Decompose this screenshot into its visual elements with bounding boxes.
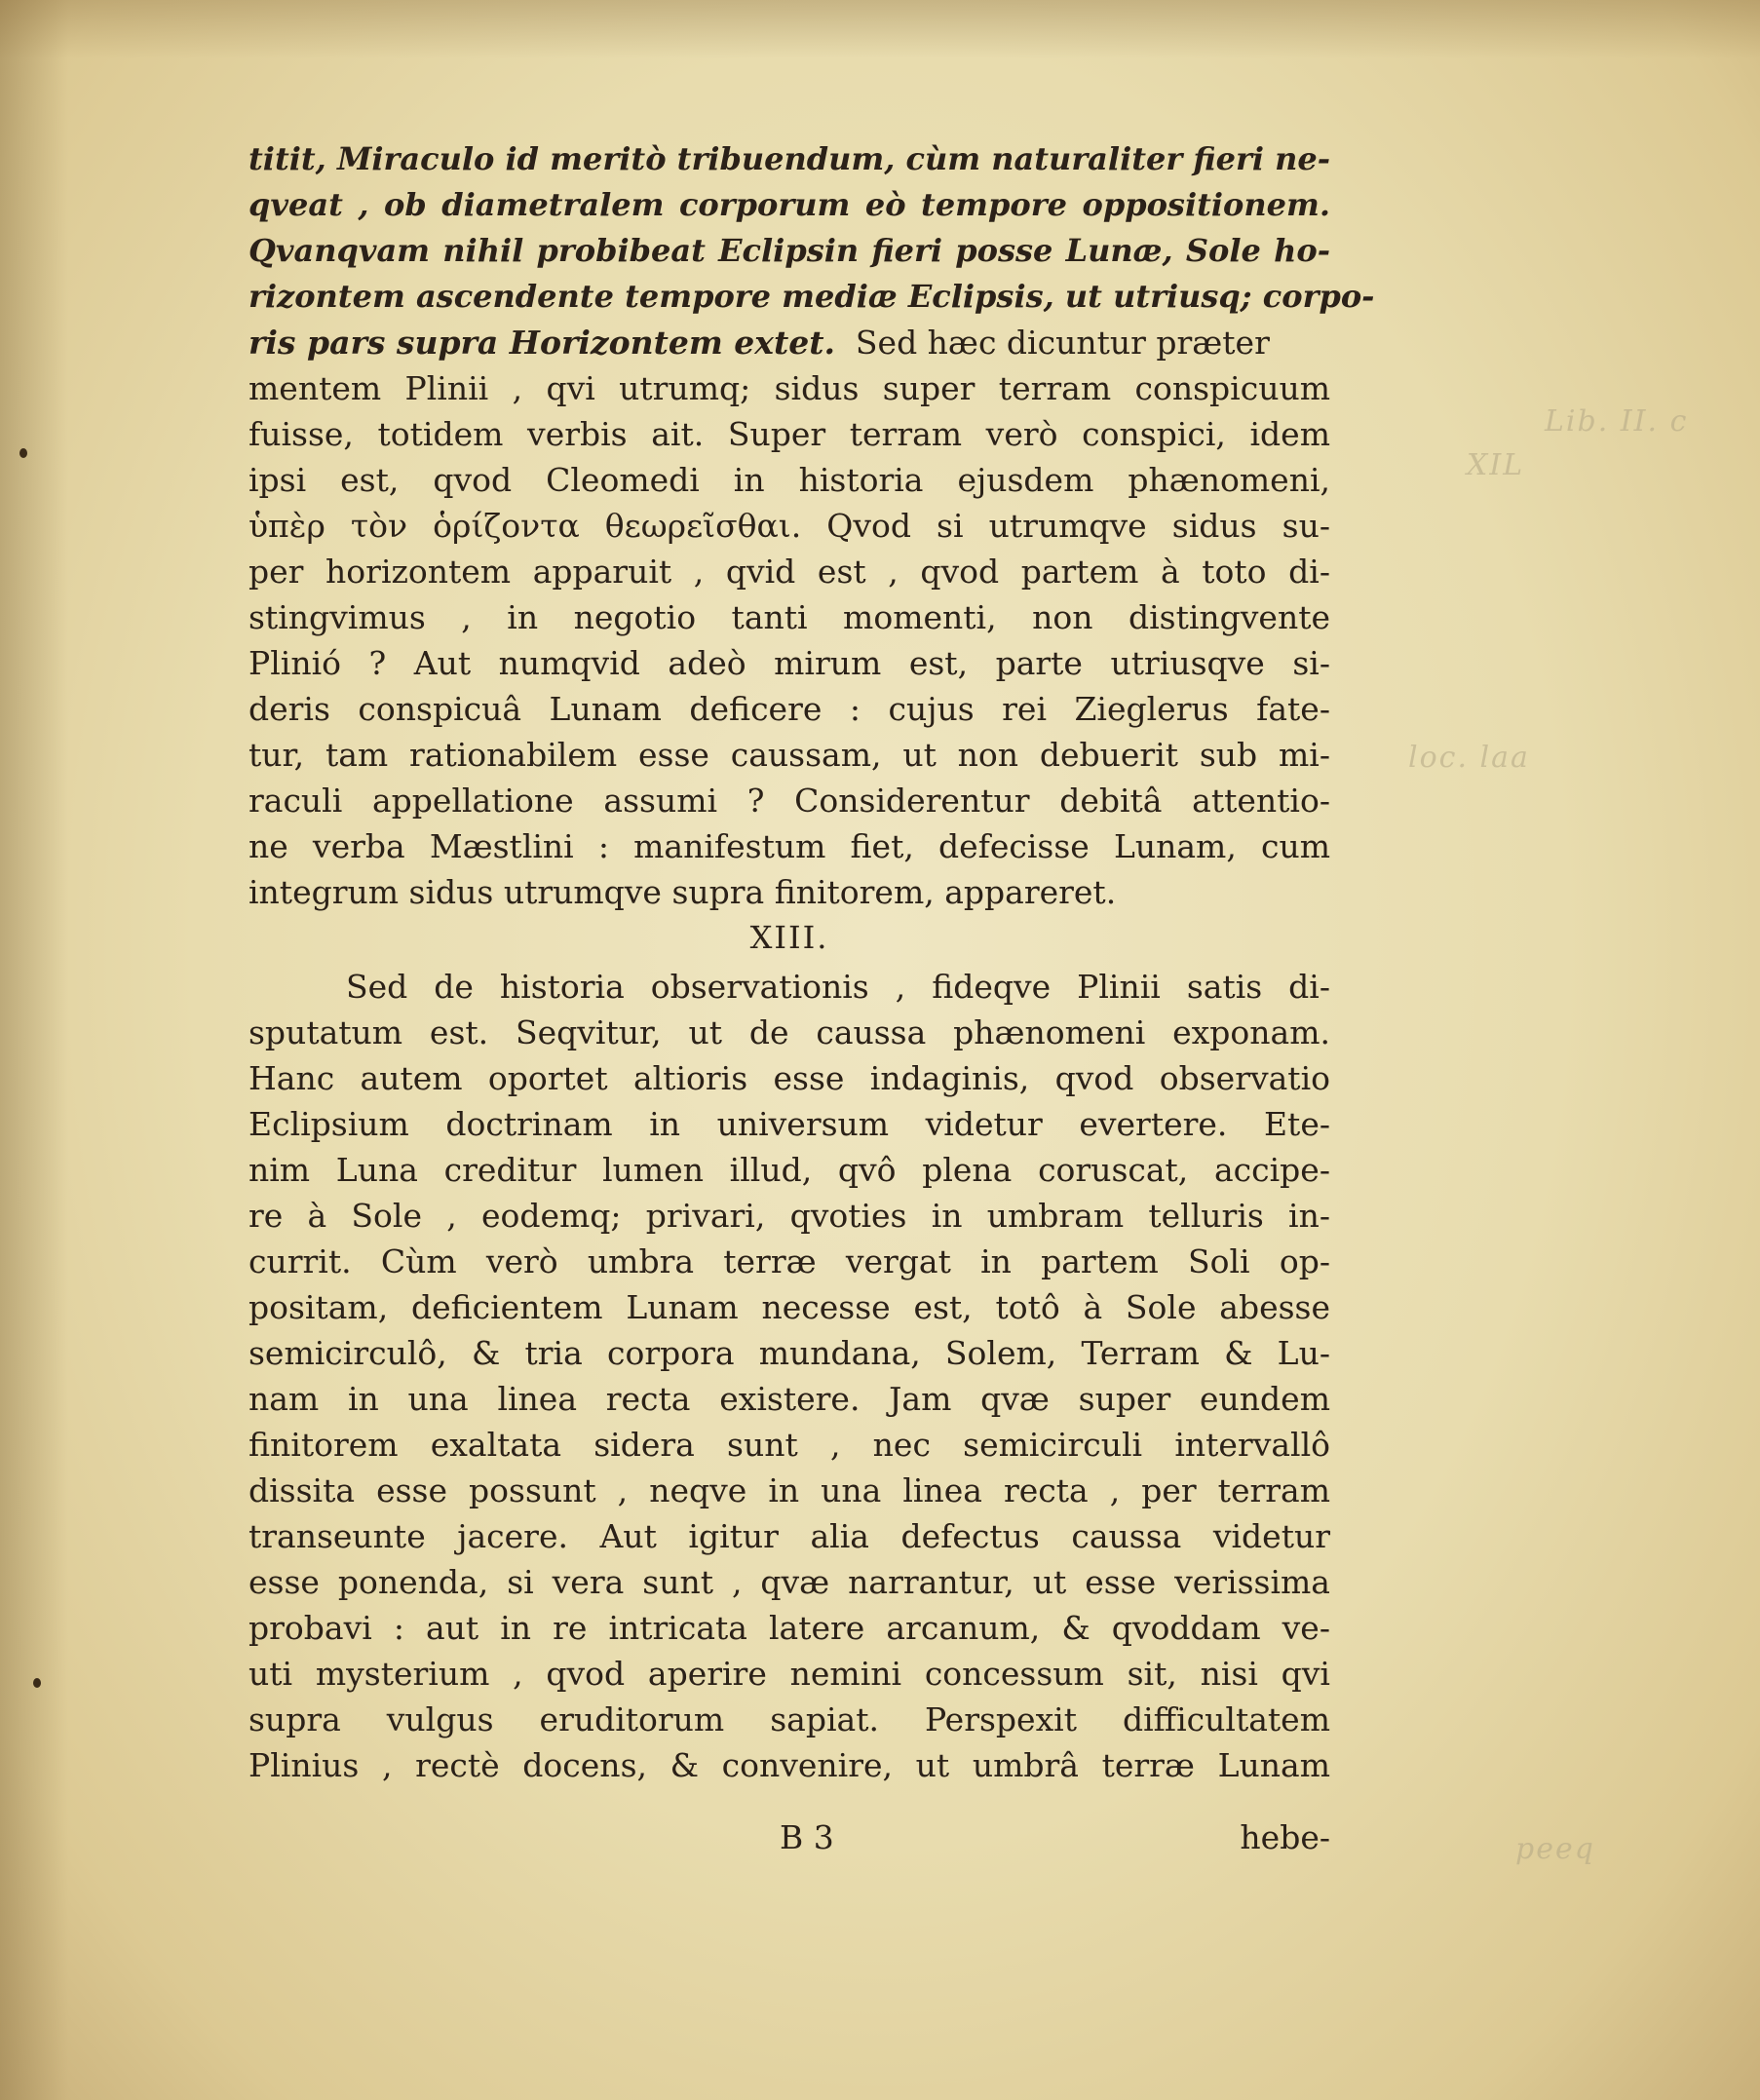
text-line: uti mysterium , qvod aperire nemini concessum sit, nisi qvi xyxy=(249,1655,1330,1693)
text-line: raculi appellatione assumi ? Considerentur debitâ attentio- xyxy=(249,782,1330,820)
text-line: integrum sidus utrumqve supra finitorem, appareret. xyxy=(249,873,1117,911)
text-line: fuisse, totidem verbis ait. Super terram verò conspici, idem xyxy=(249,415,1330,453)
show-through-text: loc. laa xyxy=(1408,741,1530,775)
page-footer xyxy=(249,1818,1330,1867)
text-line: ipsi est, qvod Cleomedi in historia ejusdem phænomeni, xyxy=(249,461,1330,499)
text-line: sputatum est. Seqvitur, ut de caussa phænomeni exponam. xyxy=(249,1013,1330,1051)
text-line: ὑπὲρ τὸν ὁρίζοντα θεωρεῖσθαι. Qvod si utrumqve sidus su- xyxy=(249,507,1330,545)
roman-segment: Sed hæc dicuntur præter xyxy=(834,324,1270,362)
catchword: hebe- xyxy=(1240,1818,1330,1856)
text-line: tur, tam rationabilem esse caussam, ut non debuerit sub mi- xyxy=(249,736,1330,774)
text-line: finitorem exaltata sidera sunt , nec semicirculi intervallô xyxy=(249,1426,1330,1464)
text-line: deris conspicuâ Lunam deficere : cujus rei Zieglerus fate- xyxy=(249,690,1330,728)
text-line: mentem Plinii , qvi utrumq; sidus super terram conspicuum xyxy=(249,369,1330,407)
section-heading: XIII. xyxy=(749,919,829,956)
text-line xyxy=(249,320,1330,365)
paragraph-section-xiii xyxy=(249,964,1330,1788)
paragraph-continued xyxy=(249,136,1375,915)
text-line: Sed de historia observationis , fideqve Plinii satis di- xyxy=(346,968,1330,1006)
ink-speck xyxy=(33,1678,41,1688)
text-line: rizontem ascendente tempore mediæ Eclipsis, ut utriusq; corpo- xyxy=(249,278,1375,315)
text-line: Plinió ? Aut numqvid adeò mirum est, parte utriusqve si- xyxy=(249,644,1330,682)
text-line: Eclipsium doctrinam in universum videtur evertere. Ete- xyxy=(249,1105,1330,1143)
text-line: probavi : aut in re intricata latere arcanum, & qvoddam ve- xyxy=(249,1609,1330,1647)
show-through-text: XIL xyxy=(1467,448,1525,482)
text-line: transeunte jacere. Aut igitur alia defectus caussa videtur xyxy=(249,1517,1330,1555)
text-line: re à Sole , eodemq; privari, qvoties in umbram telluris in- xyxy=(249,1197,1330,1235)
text-line: dissita esse possunt , neqve in una linea recta , per terram xyxy=(249,1471,1330,1509)
signature-mark: B 3 xyxy=(780,1818,834,1856)
text-line: Hanc autem oportet altioris esse indaginis, qvod observatio xyxy=(249,1059,1330,1097)
text-line: Qvanqvam nihil probibeat Eclipsin fieri posse Lunæ, Sole ho- xyxy=(249,232,1330,269)
text-line: per horizontem apparuit , qvid est , qvod partem à toto di- xyxy=(249,553,1330,591)
text-line: titit, Miraculo id meritò tribuendum, cùm naturaliter fieri ne- xyxy=(249,140,1331,177)
text-line: semicirculô, & tria corpora mundana, Solem, Terram & Lu- xyxy=(249,1334,1330,1372)
text-line: Plinius , rectè docens, & convenire, ut umbrâ terræ Lunam xyxy=(249,1746,1330,1784)
ink-speck xyxy=(19,448,27,458)
text-line: qveat , ob diametralem corporum eò tempore oppositionem. xyxy=(249,186,1330,223)
text-line: supra vulgus eruditorum sapiat. Perspexit difficultatem xyxy=(249,1700,1330,1738)
text-line: esse ponenda, si vera sunt , qvæ narrantur, ut esse verissima xyxy=(249,1563,1330,1601)
italic-segment: ris pars supra Horizontem extet. xyxy=(249,324,835,362)
show-through-text: Lib. II. c xyxy=(1545,404,1689,439)
main-text-block xyxy=(249,136,1375,1788)
text-line: nam in una linea recta existere. Jam qvæ super eundem xyxy=(249,1380,1330,1418)
show-through-text: peeq xyxy=(1515,1832,1595,1866)
text-line: positam, deficientem Lunam necesse est, totô à Sole abesse xyxy=(249,1288,1330,1326)
text-line: nim Luna creditur lumen illud, qvô plena coruscat, accipe- xyxy=(249,1151,1330,1189)
text-line: stingvimus , in negotio tanti momenti, non distingvente xyxy=(249,598,1330,636)
text-line: currit. Cùm verò umbra terræ vergat in partem Soli op- xyxy=(249,1242,1330,1280)
text-line: ne verba Mæstlini : manifestum fiet, defecisse Lunam, cum xyxy=(249,827,1330,865)
